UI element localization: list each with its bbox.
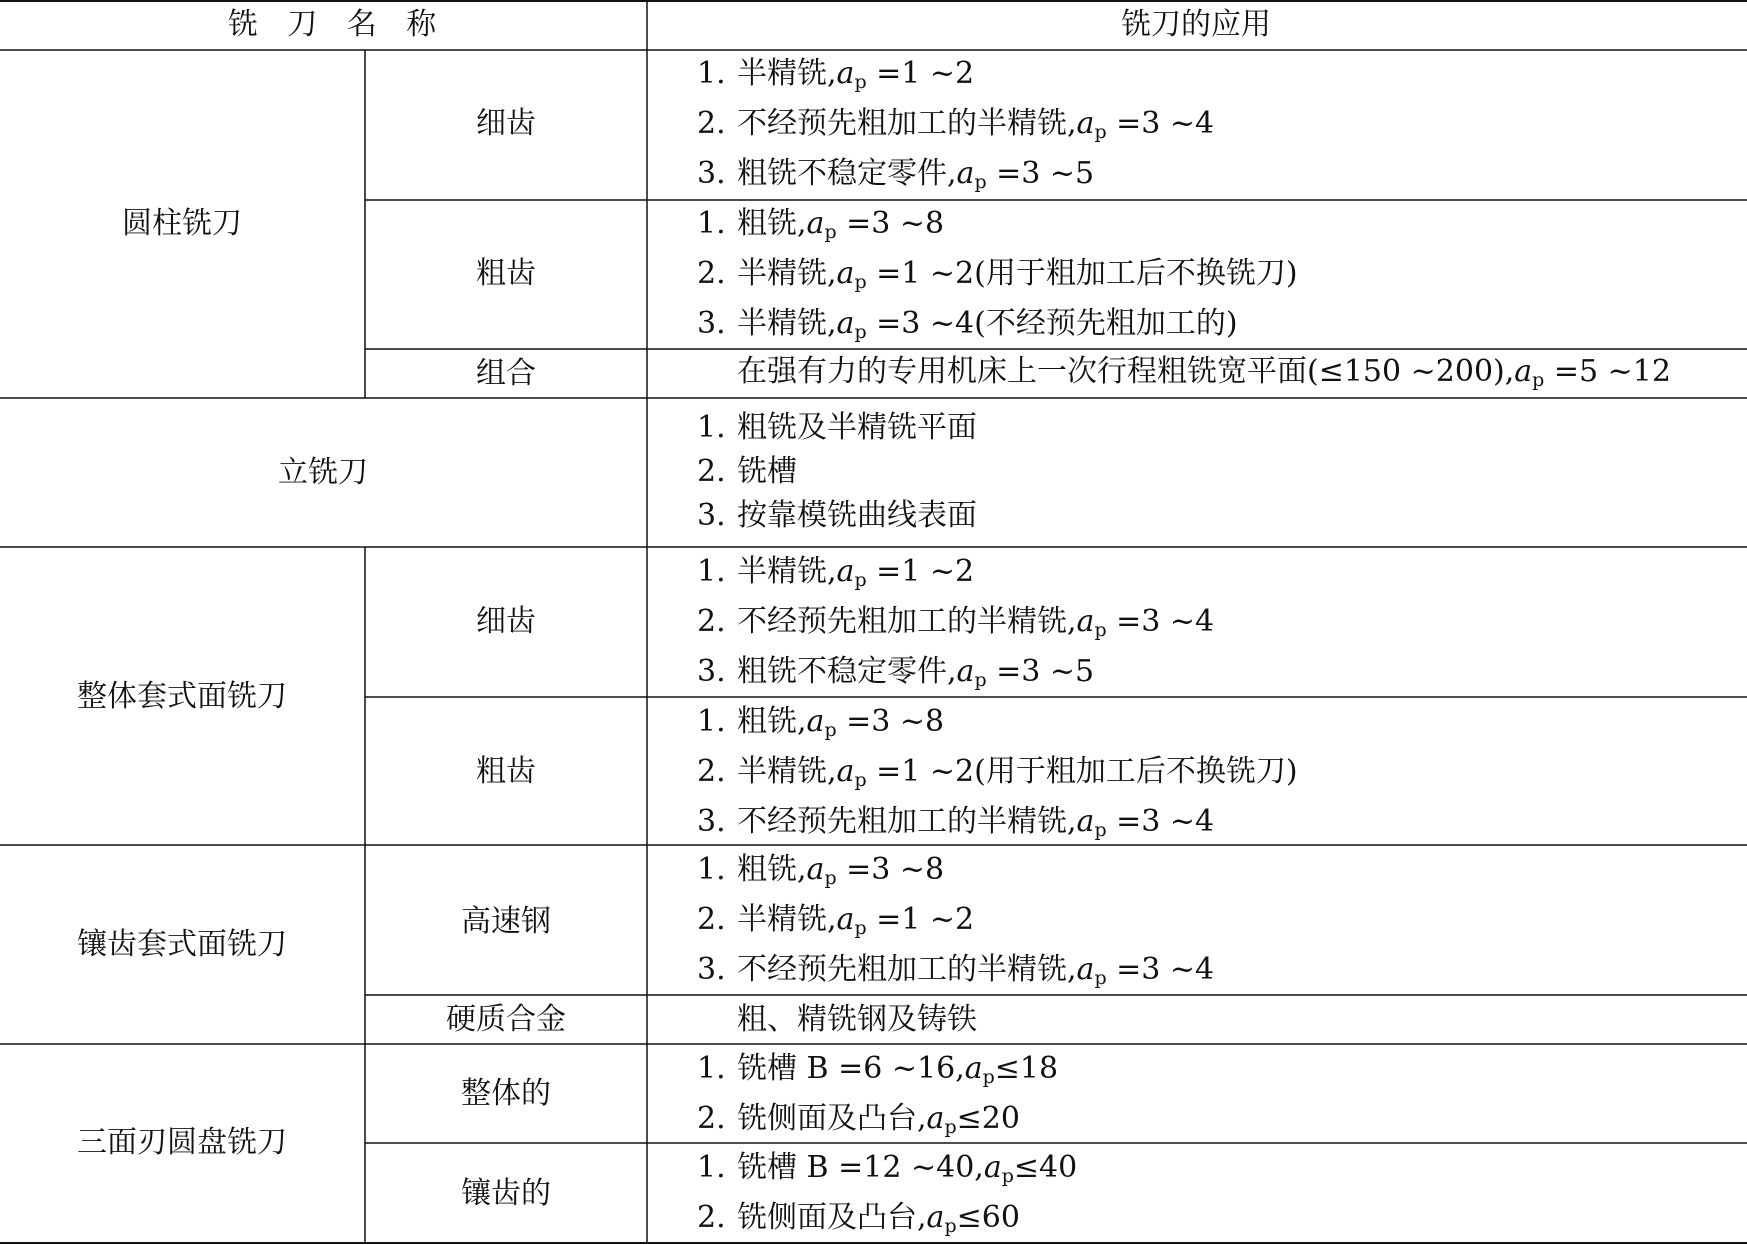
application-line <box>697 653 1094 691</box>
depth-subscript: p <box>944 1116 957 1138</box>
item-number: 2. <box>697 106 726 141</box>
depth-symbol: a <box>806 206 825 241</box>
item-value: =5 ~12 <box>1544 354 1671 389</box>
depth-subscript: p <box>1094 967 1107 989</box>
depth-symbol: a <box>926 1200 945 1235</box>
item-number: 2. <box>697 1101 726 1136</box>
depth-symbol: a <box>983 1150 1002 1185</box>
cutter-name: 三面刃圆盘铣刀 <box>77 1125 287 1160</box>
item-value: =3 ~4 <box>1106 804 1215 839</box>
item-number: 1. <box>697 1150 726 1185</box>
item-number: 3. <box>697 654 726 689</box>
item-text: 半精铣, <box>737 56 837 91</box>
depth-subscript: p <box>854 321 867 343</box>
application-line <box>697 305 1238 343</box>
tooth-type-label: 整体的 <box>461 1076 551 1111</box>
item-text: 按靠模铣曲线表面 <box>737 498 977 533</box>
item-text: 粗铣不稳定零件, <box>737 156 957 191</box>
item-value: =3 ~4 <box>1106 106 1215 141</box>
depth-symbol: a <box>806 852 825 887</box>
item-text: 不经预先粗加工的半精铣, <box>737 106 1077 141</box>
item-value: =1 ~2(用于粗加工后不换铣刀) <box>866 256 1298 291</box>
item-number: 3. <box>697 156 726 191</box>
item-text: 粗铣, <box>737 206 807 241</box>
cutter-name: 镶齿套式面铣刀 <box>77 927 287 962</box>
tooth-type-label: 细齿 <box>476 604 536 639</box>
item-number: 3. <box>697 306 726 341</box>
item-number: 3. <box>697 952 726 987</box>
item-text: 半精铣, <box>737 754 837 789</box>
item-number: 1. <box>697 852 726 887</box>
item-number: 2. <box>697 454 726 489</box>
item-value: =1 ~2 <box>866 902 975 937</box>
item-value: =3 ~8 <box>836 206 945 241</box>
item-value: ≤40 <box>1013 1150 1078 1185</box>
application-line <box>697 497 977 535</box>
application-line <box>697 353 1671 391</box>
depth-symbol: a <box>1076 604 1095 639</box>
item-text: 半精铣, <box>737 554 837 589</box>
item-text: 粗、精铣钢及铸铁 <box>737 1002 977 1037</box>
application-line <box>697 255 1298 293</box>
item-number: 1. <box>697 206 726 241</box>
tooth-type-label: 硬质合金 <box>446 1002 566 1037</box>
item-value: ≤60 <box>956 1200 1020 1235</box>
item-value: ≤18 <box>994 1051 1059 1086</box>
application-line <box>697 703 944 741</box>
header-app-col: 铣刀的应用 <box>1121 7 1271 42</box>
depth-subscript: p <box>974 171 987 193</box>
item-value: =3 ~4 <box>1106 952 1215 987</box>
application-line <box>697 803 1214 841</box>
application-line <box>697 1100 1020 1138</box>
item-text: 粗铣及半精铣平面 <box>737 410 977 445</box>
item-text: 铣槽 B =6 ~16, <box>737 1051 965 1086</box>
item-text: 粗铣, <box>737 704 807 739</box>
application-line <box>697 453 797 491</box>
item-number: 2. <box>697 604 726 639</box>
depth-symbol: a <box>1076 804 1095 839</box>
depth-symbol: a <box>1076 106 1095 141</box>
item-text: 不经预先粗加工的半精铣, <box>737 604 1077 639</box>
depth-symbol: a <box>836 902 855 937</box>
depth-subscript: p <box>974 669 987 691</box>
tooth-type-label: 粗齿 <box>476 754 536 789</box>
application-line <box>697 1149 1077 1187</box>
depth-subscript: p <box>982 1066 995 1088</box>
application-line <box>697 55 974 93</box>
cutter-name: 整体套式面铣刀 <box>77 679 287 714</box>
depth-subscript: p <box>1532 369 1545 391</box>
application-line <box>697 155 1094 193</box>
item-text: 不经预先粗加工的半精铣, <box>737 804 1077 839</box>
application-line <box>697 951 1214 989</box>
depth-subscript: p <box>1094 121 1107 143</box>
depth-symbol: a <box>926 1101 945 1136</box>
application-line <box>697 1001 977 1039</box>
depth-symbol: a <box>836 554 855 589</box>
item-text: 半精铣, <box>737 902 837 937</box>
item-text: 铣侧面及凸台, <box>737 1200 927 1235</box>
depth-symbol: a <box>956 156 975 191</box>
item-text: 半精铣, <box>737 306 837 341</box>
item-text: 半精铣, <box>737 256 837 291</box>
tooth-type-label: 细齿 <box>476 106 536 141</box>
item-value: =3 ~4(不经预先粗加工的) <box>866 306 1238 341</box>
depth-subscript: p <box>1001 1165 1014 1187</box>
cutter-name: 圆柱铣刀 <box>122 206 242 241</box>
item-number: 2. <box>697 256 726 291</box>
tooth-type-label: 组合 <box>476 356 536 391</box>
depth-symbol: a <box>806 704 825 739</box>
item-value: =1 ~2 <box>866 554 975 589</box>
cutter-name: 立铣刀 <box>278 455 368 490</box>
application-line <box>697 1050 1058 1088</box>
item-number: 1. <box>697 56 726 91</box>
header-name-col: 铣 刀 名 称 <box>227 7 447 42</box>
depth-subscript: p <box>854 271 867 293</box>
item-text: 铣槽 <box>737 454 797 489</box>
depth-subscript: p <box>944 1215 957 1237</box>
item-number: 1. <box>697 410 726 445</box>
item-value: =3 ~4 <box>1106 604 1215 639</box>
item-number: 3. <box>697 804 726 839</box>
depth-symbol: a <box>1514 354 1533 389</box>
item-text: 不经预先粗加工的半精铣, <box>737 952 1077 987</box>
application-line <box>697 409 977 447</box>
item-number: 2. <box>697 754 726 789</box>
item-value: =3 ~8 <box>836 704 945 739</box>
depth-symbol: a <box>836 256 855 291</box>
depth-subscript: p <box>1094 819 1107 841</box>
item-number: 1. <box>697 1051 726 1086</box>
depth-symbol: a <box>836 56 855 91</box>
item-value: =3 ~5 <box>986 654 1095 689</box>
tooth-type-label: 粗齿 <box>476 256 536 291</box>
depth-symbol: a <box>836 754 855 789</box>
depth-symbol: a <box>1076 952 1095 987</box>
application-line <box>697 205 944 243</box>
application-line <box>697 851 944 889</box>
application-line <box>697 753 1298 791</box>
depth-symbol: a <box>964 1051 983 1086</box>
item-value: =3 ~8 <box>836 852 945 887</box>
item-value: =3 ~5 <box>986 156 1095 191</box>
item-value: ≤20 <box>956 1101 1020 1136</box>
depth-subscript: p <box>824 719 837 741</box>
depth-subscript: p <box>854 769 867 791</box>
application-line <box>697 901 974 939</box>
depth-symbol: a <box>956 654 975 689</box>
item-value: =1 ~2 <box>866 56 975 91</box>
depth-subscript: p <box>1094 619 1107 641</box>
depth-subscript: p <box>854 917 867 939</box>
application-line <box>697 1199 1020 1237</box>
item-text: 粗铣, <box>737 852 807 887</box>
application-line <box>697 105 1214 143</box>
item-text: 在强有力的专用机床上一次行程粗铣宽平面(≤150 ~200), <box>737 354 1515 389</box>
item-number: 2. <box>697 902 726 937</box>
tooth-type-label: 镶齿的 <box>461 1176 551 1211</box>
depth-subscript: p <box>854 569 867 591</box>
depth-symbol: a <box>836 306 855 341</box>
item-number: 2. <box>697 1200 726 1235</box>
item-number: 1. <box>697 554 726 589</box>
item-value: =1 ~2(用于粗加工后不换铣刀) <box>866 754 1298 789</box>
item-text: 铣槽 B =12 ~40, <box>737 1150 984 1185</box>
item-text: 粗铣不稳定零件, <box>737 654 957 689</box>
application-line <box>697 603 1214 641</box>
item-number: 1. <box>697 704 726 739</box>
depth-subscript: p <box>824 221 837 243</box>
depth-subscript: p <box>824 867 837 889</box>
depth-subscript: p <box>854 71 867 93</box>
item-text: 铣侧面及凸台, <box>737 1101 927 1136</box>
application-line <box>697 553 974 591</box>
item-number: 3. <box>697 498 726 533</box>
tooth-type-label: 高速钢 <box>461 904 551 939</box>
